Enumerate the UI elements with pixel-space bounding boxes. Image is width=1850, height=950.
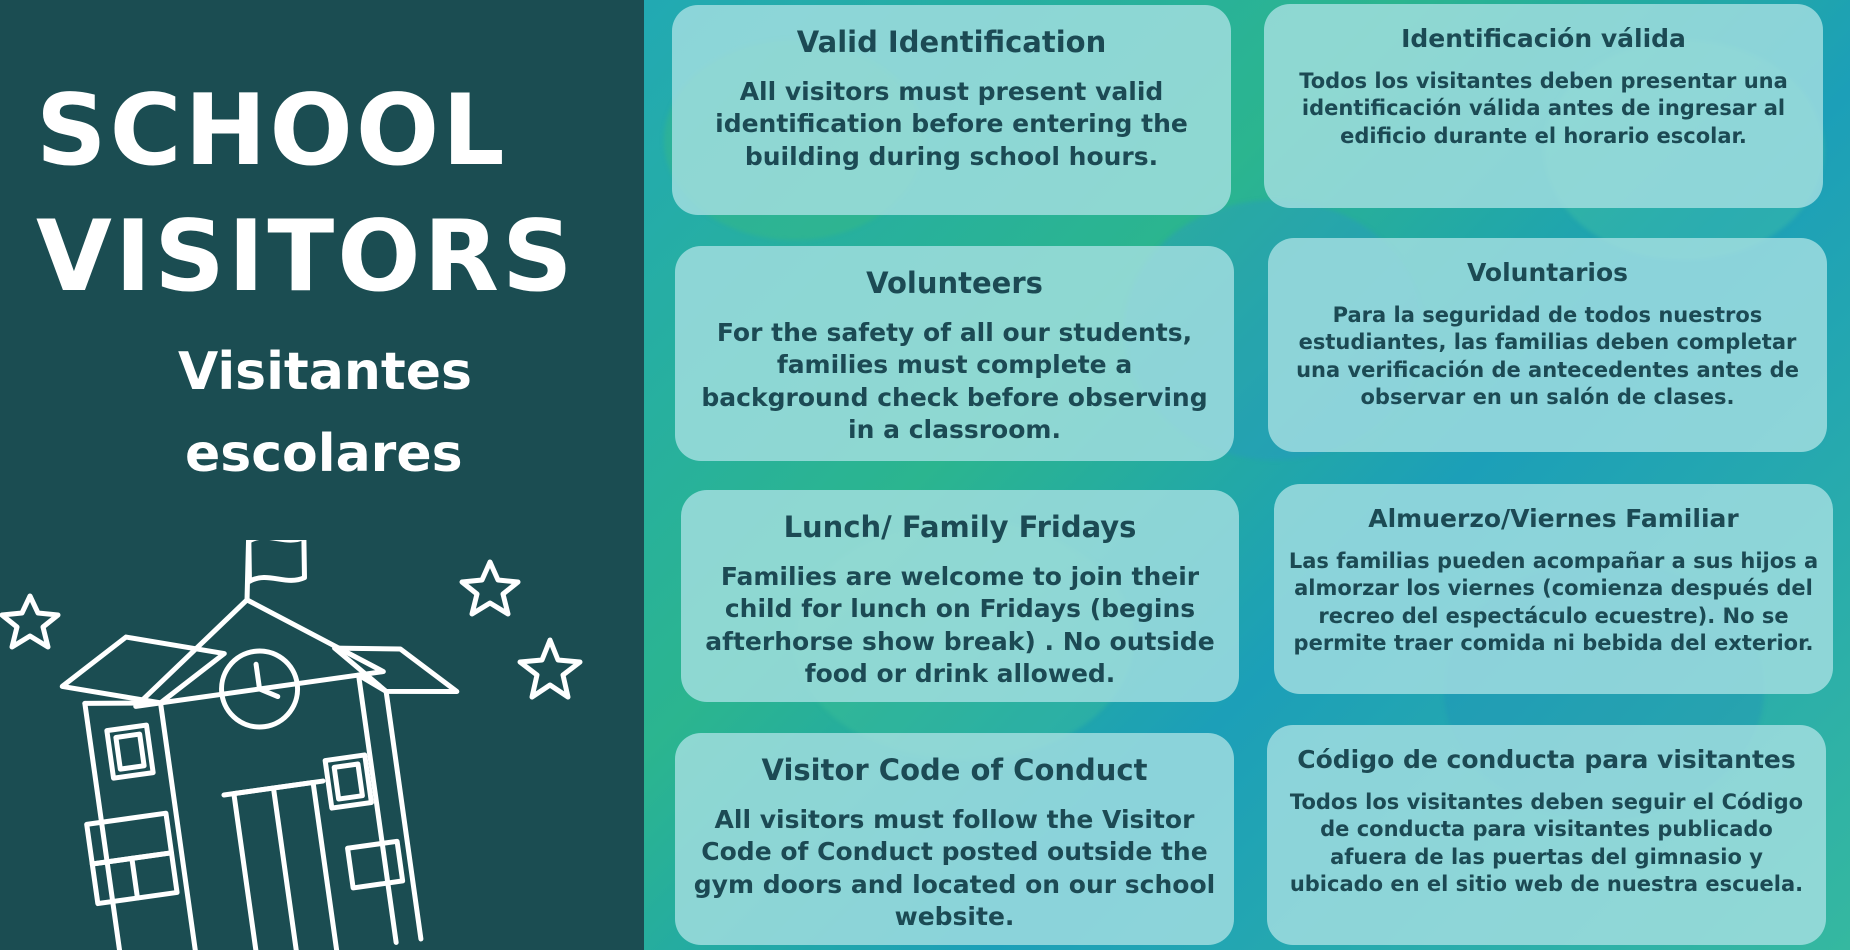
card-body: For the safety of all our students, families must complete a background check before observing in a classroom. (701, 317, 1208, 445)
card-visitor-code-of-conduct (675, 733, 1234, 945)
card-almuerzo-viernes-familiar (1274, 484, 1833, 694)
card-title: Lunch/ Family Fridays (783, 510, 1137, 544)
card-title: Almuerzo/Viernes Familiar (1368, 504, 1739, 533)
card-identificacion-valida (1264, 4, 1823, 208)
card-title: Valid Identification (796, 25, 1107, 59)
left-panel (0, 0, 644, 950)
title-line-1: SCHOOL (36, 74, 508, 188)
card-title: Volunteers (866, 266, 1043, 300)
card-voluntarios (1268, 238, 1827, 452)
card-valid-identification (672, 5, 1231, 215)
flag-icon (239, 540, 312, 600)
school-building-icon (46, 540, 492, 950)
card-body: Las familias pueden acompañar a sus hijos a almorzar los viernes (comienza después del recreo del espectáculo ecuestre). No se permite traer comida ni bebida del exterior. (1288, 549, 1819, 655)
card-title: Visitor Code of Conduct (761, 753, 1148, 787)
star-icon (520, 640, 580, 697)
card-lunch-family-fridays (681, 490, 1239, 702)
card-codigo-de-conducta (1267, 725, 1826, 945)
card-title: Código de conducta para visitantes (1297, 745, 1796, 774)
card-body: Families are welcome to join their child for lunch on Fridays (begins afterhorse show break) . No outside food or drink allowed. (705, 561, 1215, 689)
clock-icon (217, 646, 303, 732)
star-icon (462, 562, 518, 614)
card-title: Identificación válida (1401, 24, 1686, 53)
card-body: Para la seguridad de todos nuestros estudiantes, las familias deben completar una verificación de antecedentes antes de observar en un salón de clases. (1296, 303, 1799, 409)
card-volunteers (675, 246, 1234, 461)
card-body: All visitors must follow the Visitor Code of Conduct posted outside the gym doors and located on our school website. (693, 804, 1216, 932)
title-line-2: VISITORS (36, 200, 576, 314)
school-illustration (0, 540, 644, 950)
subtitle-line-1: Visitantes (178, 342, 472, 402)
card-body: Todos los visitantes deben seguir el Código de conducta para visitantes publicado afuera de las puertas del gimnasio y ubicado en el sitio web de nuestra escuela. (1289, 790, 1804, 896)
subtitle-line-2: escolares (185, 424, 463, 484)
star-icon (2, 596, 58, 647)
card-body: Todos los visitantes deben presentar una identificación válida antes de ingresar al edificio durante el horario escolar. (1299, 69, 1788, 148)
card-body: All visitors must present valid identification before entering the building during school hours. (715, 76, 1188, 171)
card-title: Voluntarios (1466, 258, 1629, 287)
